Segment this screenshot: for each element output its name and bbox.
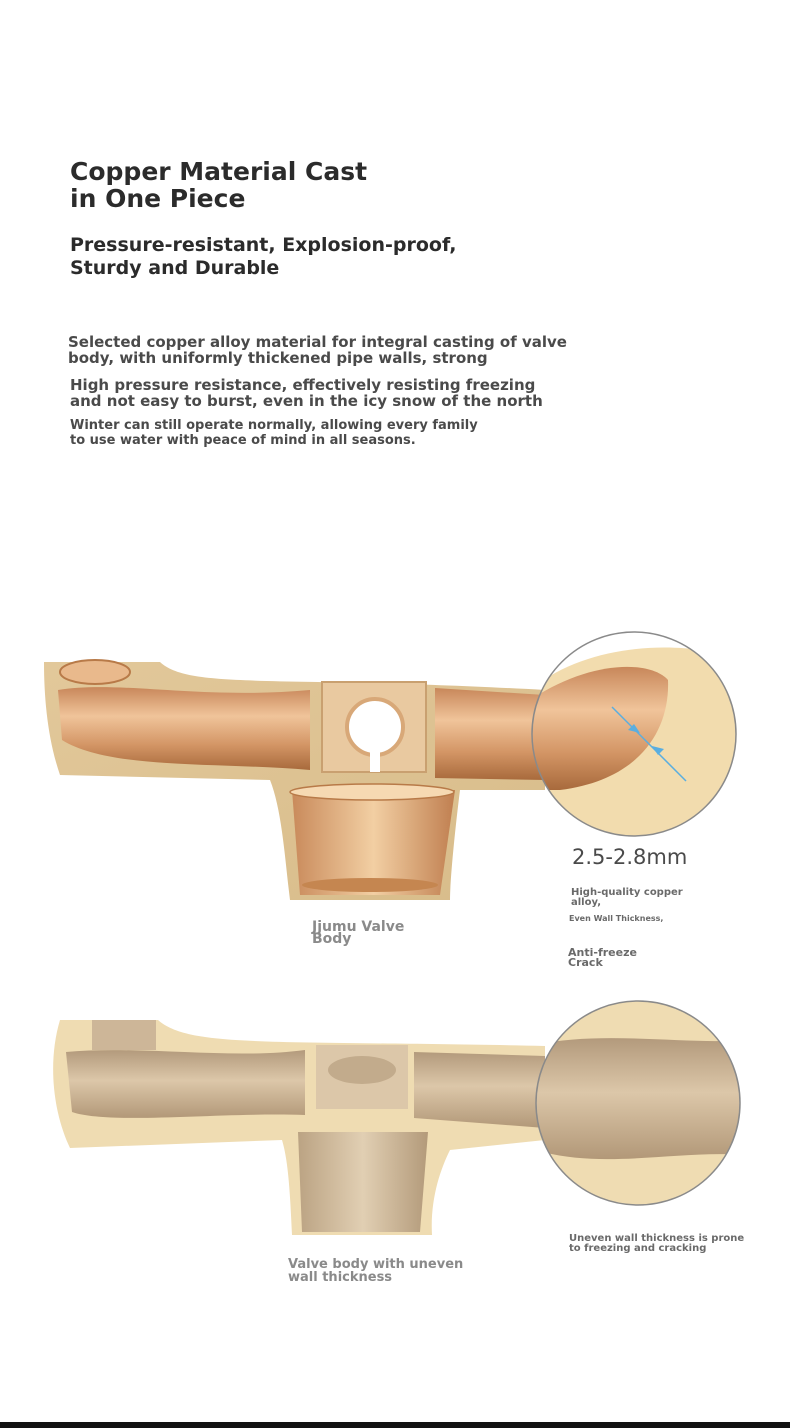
valve-label-uneven: Valve body with uneven wall thickness: [288, 1257, 464, 1285]
uneven-left-cavity: [66, 1050, 305, 1118]
center-hole: [347, 699, 403, 755]
uneven-right-cavity: [414, 1052, 545, 1128]
feature-even-wall: Even Wall Thickness,: [569, 914, 664, 923]
feature-copper-alloy: High-quality copper alloy,: [571, 887, 683, 908]
uneven-valve-cross-section-illustration: [0, 998, 790, 1238]
feature-anti-freeze: Anti-freeze Crack: [568, 946, 637, 969]
left-pipe-opening: [60, 660, 130, 684]
uneven-warning-note: Uneven wall thickness is prone to freezing and cracking: [569, 1233, 745, 1254]
page-subtitle: Pressure-resistant, Explosion-proof, Sturdy and Durable: [70, 234, 457, 279]
wall-thickness-value: 2.5-2.8mm: [572, 845, 688, 869]
uneven-bottom-outlet: [298, 1132, 428, 1232]
page-title: Copper Material Cast in One Piece: [70, 157, 368, 213]
copper-valve-cross-section-illustration: [0, 620, 790, 920]
right-pipe-cavity: [435, 688, 545, 780]
valve-label-good: Jjumu Valve Body: [312, 919, 405, 947]
description-paragraph-1: Selected copper alloy material for integral casting of valve body, with uniformly thickened pipe walls, strong: [68, 333, 567, 367]
description-paragraph-2: High pressure resistance, effectively resisting freezing and not easy to burst, even in the icy snow of the north: [70, 376, 543, 410]
description-paragraph-3: Winter can still operate normally, allowing every family to use water with peace of mind in all seasons.: [70, 418, 478, 448]
bottom-border: [0, 1422, 790, 1428]
